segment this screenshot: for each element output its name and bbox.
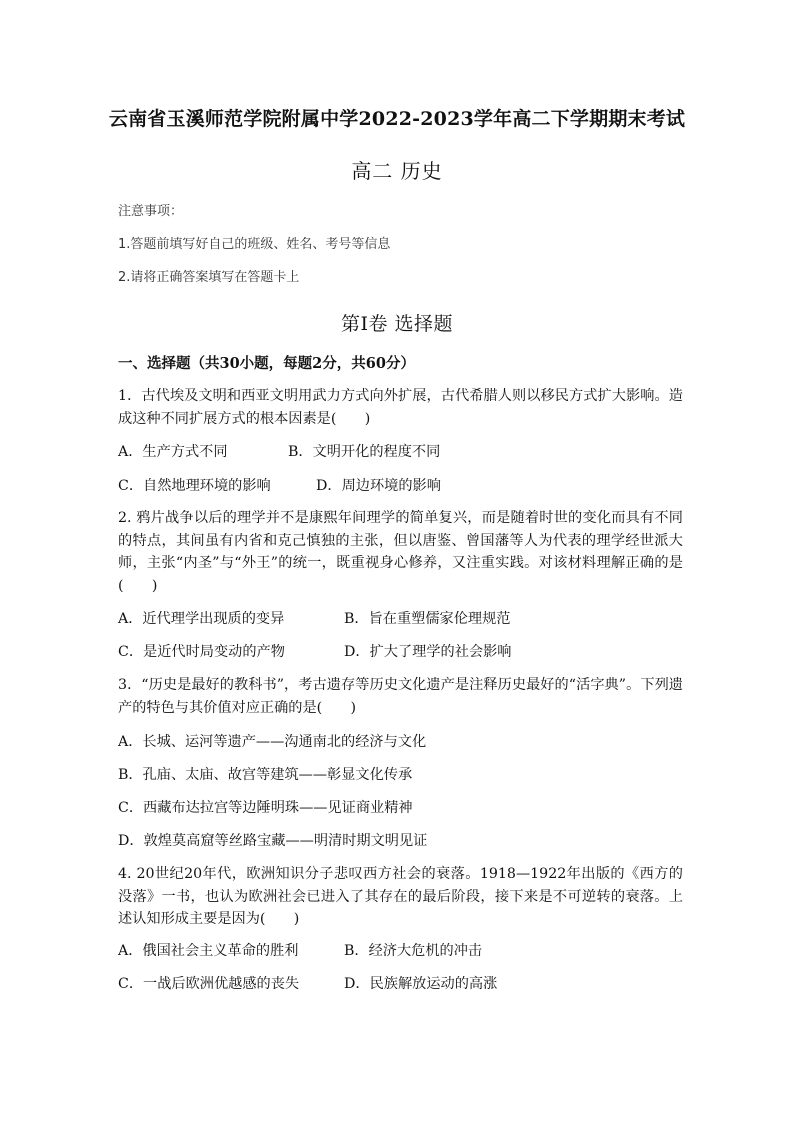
question-1-option-b: B．文明开化的程度不同 [288,444,441,460]
question-2-option-c: C．是近代时局变动的产物 [118,644,285,660]
question-4-option-b: B．经济大危机的冲击 [344,943,483,959]
question-4-option-a: A．俄国社会主义革命的胜利 [118,943,299,959]
exam-subject: 高二 历史 [351,159,443,183]
question-3-option-a: A．长城、运河等遗产——沟通南北的经济与文化 [118,734,427,750]
question-2-stem: 2. 鸦片战争以后的理学并不是康熙年间理学的简单复兴，而是随着时世的变化而具有不同的特点，其间虽有内省和克己慎独的主张，但以唐鉴、曾国藩等人为代表的理学经世派大师，主张“内圣”与“外王”的统一，既重视身心修养，又注重实践。对该材料理解正确的是( ) [118,510,683,594]
question-2-option-b: B．旨在重塑儒家伦理规范 [344,611,511,627]
exam-title: 云南省玉溪师范学院附属中学2022-2023学年高二下学期期末考试 [108,108,686,130]
question-4-stem: 4. 20世纪20年代，欧洲知识分子悲叹西方社会的衰落。1918—1922年出版的《西方的没落》一书，也认为欧洲社会已进入了其存在的最后阶段，接下来是不可逆转的衰落。上述认知形成主要是因为( ) [118,866,683,927]
question-2-option-a: A．近代理学出现质的变异 [118,611,285,627]
question-4-option-d: D．民族解放运动的高涨 [344,976,498,992]
question-1-option-d: D．周边环境的影响 [316,478,441,494]
question-4-option-c: C．一战后欧洲优越感的丧失 [118,976,300,992]
part-title: 一、选择题（共30小题，每题2分，共60分） [118,355,415,372]
question-1-option-c: C．自然地理环境的影响 [118,478,271,494]
note-item-1: 1.答题前填写好自己的班级、姓名、考号等信息 [118,237,391,252]
question-3-option-b: B．孔庙、太庙、故宫等建筑——彰显文化传承 [118,767,413,783]
question-3-option-c: C．西藏布达拉宫等边陲明珠——见证商业精神 [118,800,413,816]
question-2-option-d: D．扩大了理学的社会影响 [344,644,512,660]
notes-heading: 注意事项： [118,204,184,219]
section-title: 第Ⅰ卷 选择题 [340,313,454,335]
note-item-2: 2.请将正确答案填写在答题卡上 [118,270,300,285]
question-1-option-a: A．生产方式不同 [118,444,228,460]
question-3-stem: 3．“历史是最好的教科书”，考古遗存等历史文化遗产是注释历史最好的“活字典”。下列遗产的特色与其价值对应正确的是( ) [118,677,683,716]
question-3-option-d: D．敦煌莫高窟等丝路宝藏——明清时期文明见证 [118,833,428,849]
question-1-stem: 1．古代埃及文明和西亚文明用武力方式向外扩展，古代希腊人则以移民方式扩大影响。造成这种不同扩展方式的根本因素是( ) [118,388,683,427]
